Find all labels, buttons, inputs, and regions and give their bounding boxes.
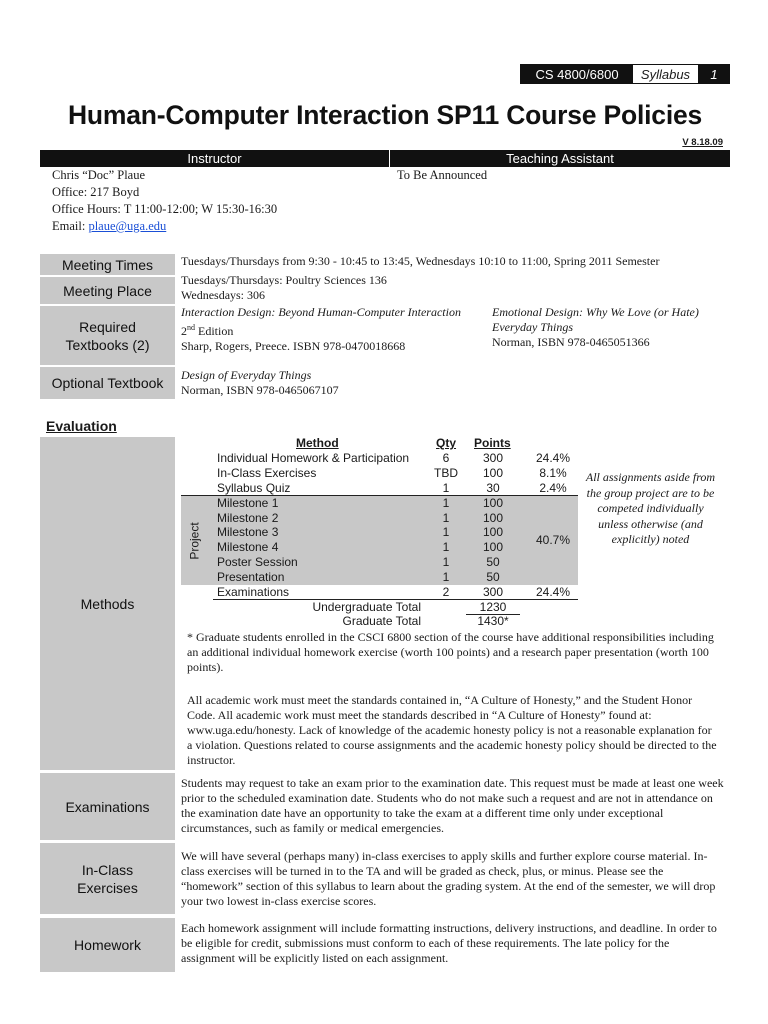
optional-book-authors: Norman, ISBN 978-0465067107 <box>181 383 339 397</box>
divider <box>181 495 578 496</box>
method-percent: 24.4% <box>535 585 571 599</box>
edition-number: 2 <box>181 324 187 338</box>
book-2-authors: Norman, ISBN 978-0465051366 <box>492 335 650 349</box>
page-title: Human-Computer Interaction SP11 Course Policies <box>67 100 703 130</box>
homework-label: Homework <box>40 918 175 972</box>
method-name: Presentation <box>217 570 285 584</box>
page-number: 1 <box>699 65 729 83</box>
book-2-title-line-1: Emotional Design: Why We Love (or Hate) <box>492 305 699 319</box>
method-name: Poster Session <box>217 555 298 569</box>
edition-word: Edition <box>195 324 234 338</box>
meeting-times-label: Meeting Times <box>40 254 175 275</box>
version-label: V 8.18.09 <box>682 137 723 148</box>
ta-name: To Be Announced <box>397 168 488 182</box>
method-points: 300 <box>482 585 504 599</box>
undergrad-total-value: 1230 <box>479 600 507 614</box>
method-points: 100 <box>482 525 504 539</box>
document-tag <box>520 64 730 84</box>
method-points: 300 <box>482 451 504 465</box>
optional-textbook-label: Optional Textbook <box>40 367 175 399</box>
examinations-text: Students may request to take an exam prior to the examination date. This request must be made at least one week prior to the scheduled examination date. Students who do not make such a request and are not in attendance on the examination date have an opportunity to take the exam at a different time only under exceptional circumstances, such as family or medical emergencies. <box>181 776 724 835</box>
instructor-hours: Office Hours: T 11:00-12:00; W 15:30-16:30 <box>52 202 278 216</box>
required-book-1 <box>181 305 481 354</box>
homework-text: Each homework assignment will include formatting instructions, delivery instructions, and deadline. In order to be eligible for credit, submissions must conform to each of these requirements. The late policy for the assignment will be explicitly listed on each assignment. <box>181 921 717 965</box>
in-class-exercises-text: We will have several (perhaps many) in-class exercises to apply skills and further explore course material. In-class exercises will be turned in to the TA and will be graded as check, plus, or minus. Please see the “homework” section of this syllabus to learn about the grading system. At the end of the semester, we will drop your two lowest in-class exercise scores. <box>181 849 716 908</box>
method-qty: 1 <box>442 570 450 584</box>
ta-header: Teaching Assistant <box>506 151 614 166</box>
meeting-place-value <box>181 273 387 303</box>
course-number: CS 4800/6800 <box>521 65 633 83</box>
method-percent: 2.4% <box>539 481 567 495</box>
method-name: Examinations <box>217 585 290 599</box>
method-qty: 1 <box>442 540 450 554</box>
grad-total-value: 1430* <box>477 614 509 628</box>
method-points: 30 <box>486 481 500 495</box>
meeting-place-line-1: Tuesdays/Thursdays: Poultry Sciences 136 <box>181 273 387 287</box>
book-1-title: Interaction Design: Beyond Human-Computer Interaction <box>181 305 461 319</box>
method-qty: 1 <box>442 525 450 539</box>
optional-textbook-value <box>181 368 339 398</box>
method-points: 100 <box>482 540 504 554</box>
instructor-header: Instructor <box>40 150 390 167</box>
grad-total-label: Graduate Total <box>342 614 421 628</box>
staff-header-bar <box>40 150 730 167</box>
method-name: Milestone 2 <box>217 511 279 525</box>
method-name: Milestone 4 <box>217 540 279 554</box>
method-qty: 2 <box>442 585 450 599</box>
method-qty: 1 <box>442 481 450 495</box>
meeting-place-label: Meeting Place <box>40 277 175 304</box>
method-name: Milestone 3 <box>217 525 279 539</box>
column-method: Method <box>296 436 339 450</box>
book-1-authors: Sharp, Rogers, Preece. ISBN 978-0470018668 <box>181 339 406 353</box>
instructor-email-link[interactable]: plaue@uga.edu <box>88 219 167 233</box>
method-percent: 8.1% <box>539 466 567 480</box>
method-name: Individual Homework & Participation <box>217 451 410 465</box>
optional-book-title: Design of Everyday Things <box>181 368 312 382</box>
method-qty: 1 <box>442 555 450 569</box>
method-points: 50 <box>486 555 500 569</box>
method-qty: 1 <box>442 496 450 510</box>
book-2-title-line-2: Everyday Things <box>492 320 573 334</box>
column-points: Points <box>474 436 511 450</box>
required-book-2 <box>492 305 699 350</box>
required-textbooks-label: Required Textbooks (2) <box>40 306 175 365</box>
meeting-place-line-2: Wednesdays: 306 <box>181 288 266 302</box>
undergrad-total-label: Undergraduate Total <box>312 600 421 614</box>
methods-label: Methods <box>40 437 175 770</box>
method-qty: 1 <box>442 511 450 525</box>
meeting-times-value: Tuesdays/Thursdays from 9:30 - 10:45 to 13:45, Wednesdays 10:10 to 11:00, Spring 2011 Semester <box>181 254 660 268</box>
graduate-footnote: * Graduate students enrolled in the CSCI 6800 section of the course have additional responsibilities including an additional individual homework exercise (worth 100 points) and a research paper presentation (worth 100 points). <box>187 630 714 674</box>
document-type: Syllabus <box>633 65 699 83</box>
project-label-cell <box>181 496 209 585</box>
examinations-label: Examinations <box>40 773 175 840</box>
evaluation-heading: Evaluation <box>46 418 117 434</box>
book-1-edition <box>181 320 481 339</box>
method-points: 100 <box>482 496 504 510</box>
project-percent: 40.7% <box>535 533 571 547</box>
method-name: Milestone 1 <box>217 496 279 510</box>
method-points: 50 <box>486 570 500 584</box>
instructor-email-line <box>52 218 277 235</box>
instructor-office: Office: 217 Boyd <box>52 185 140 199</box>
edition-suffix: nd <box>187 323 195 332</box>
assignments-note: All assignments aside from the group project are to be competed individually unless otherwise (and explicitly) noted <box>585 470 716 546</box>
method-points: 100 <box>482 466 504 480</box>
column-qty: Qty <box>436 436 457 450</box>
method-percent: 24.4% <box>535 451 571 465</box>
method-qty: TBD <box>434 466 458 480</box>
project-label: Project <box>188 521 203 560</box>
honesty-policy: All academic work must meet the standards contained in, “A Culture of Honesty,” and the Student Honor Code. All academic work must meet the standards described in “A Culture of Honesty” found at: www.uga.edu/honesty. Lack of knowledge of the academic honesty policy is not a reasonable explanation for a violation. Questions related to course assignments and the academic honesty policy should be directed to the instructor. <box>187 693 717 767</box>
method-name: Syllabus Quiz <box>217 481 291 495</box>
email-label: Email: <box>52 219 89 233</box>
instructor-name: Chris “Doc” Plaue <box>52 168 146 182</box>
in-class-exercises-label: In-Class Exercises <box>40 843 175 914</box>
method-qty: 6 <box>442 451 450 465</box>
instructor-info <box>52 167 277 235</box>
method-points: 100 <box>482 511 504 525</box>
method-name: In-Class Exercises <box>217 466 317 480</box>
